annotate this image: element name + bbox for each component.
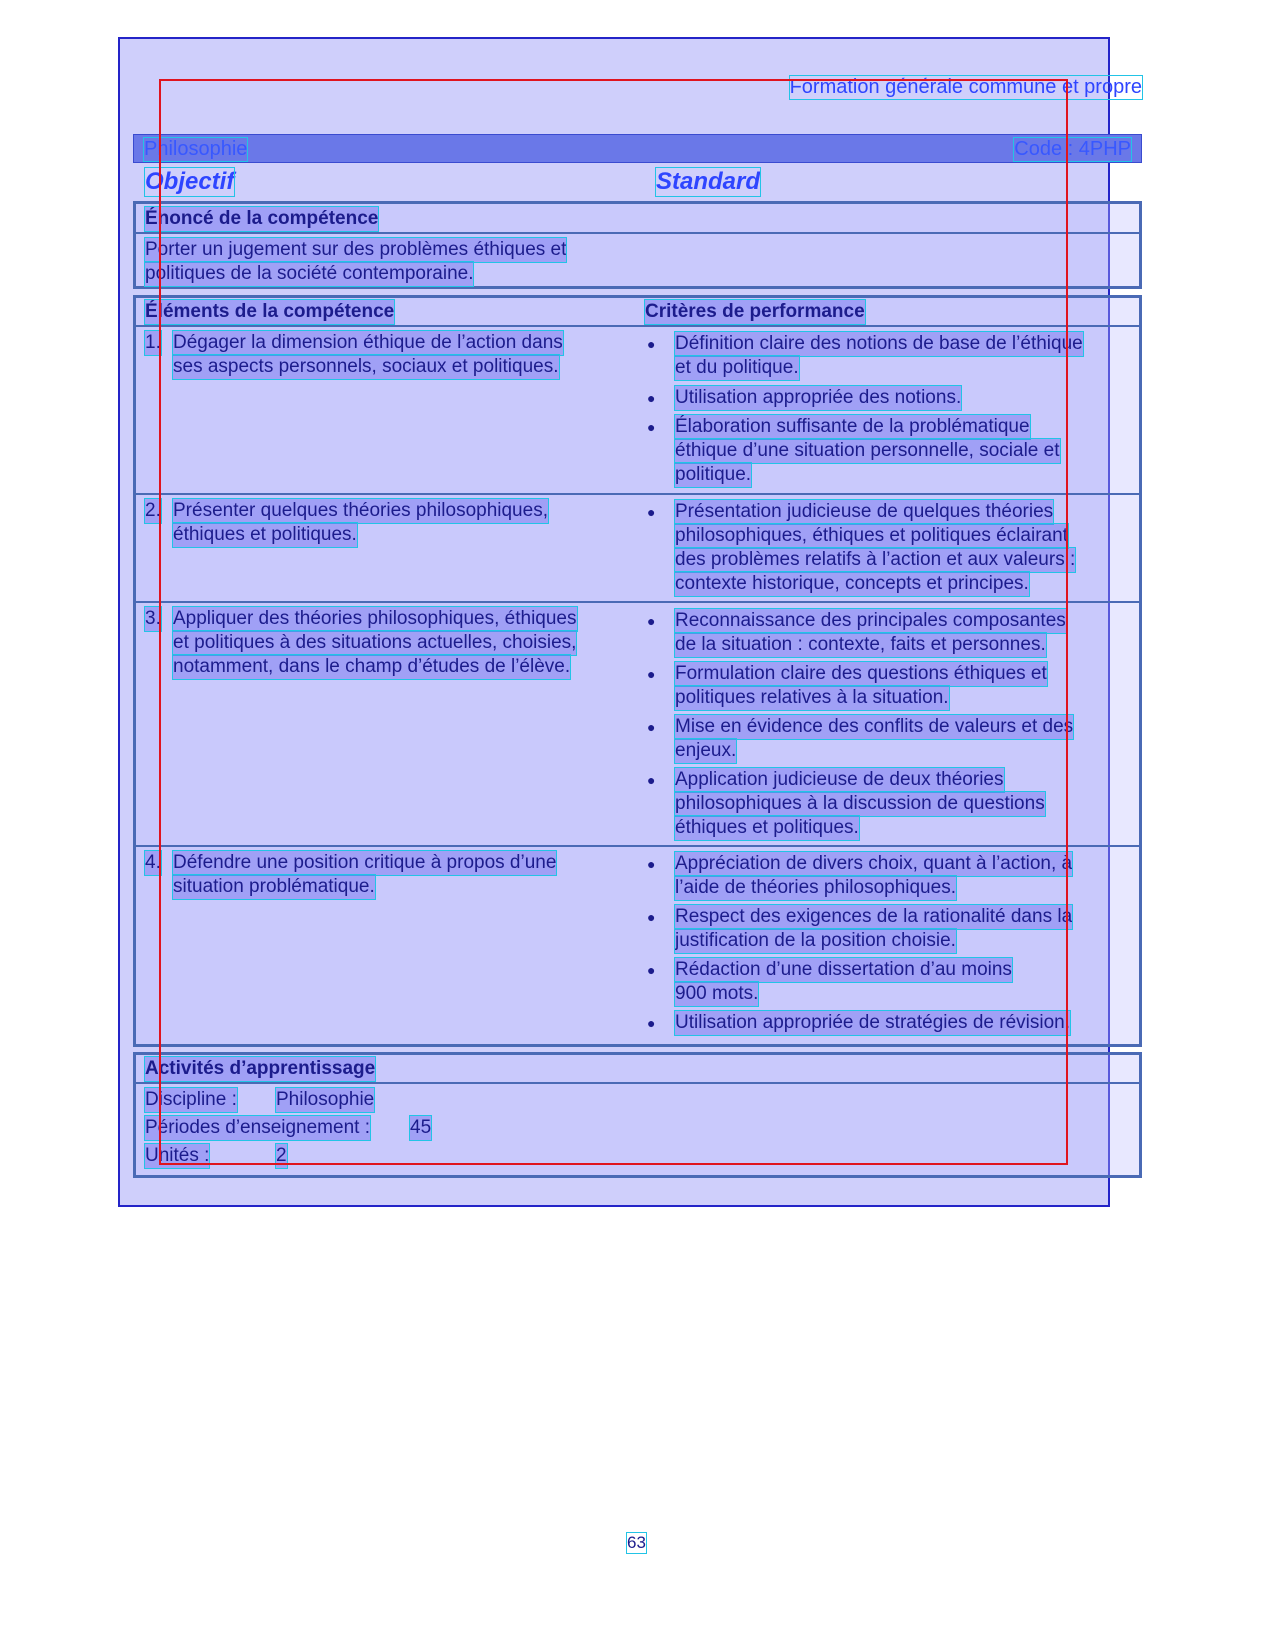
code-value: 4PHP [1078, 138, 1131, 160]
element-line: éthiques et politiques. [173, 524, 357, 545]
criterion-line: Mise en évidence des conflits de valeurs et des [675, 716, 1074, 737]
divider [136, 232, 1139, 234]
course-code [1014, 138, 1131, 161]
element-number: 4. [145, 852, 161, 873]
element-line: Appliquer des théories philosophiques, éthiques [173, 608, 577, 629]
unites-label: Unités : [145, 1145, 210, 1166]
element-line: Présenter quelques théories philosophiques, [173, 500, 548, 521]
bullet-icon: ● [647, 390, 656, 406]
element-number: 2. [145, 500, 161, 521]
element-number: 3. [145, 608, 161, 629]
criterion-line: Respect des exigences de la rationalité dans la [675, 906, 1073, 927]
criterion-line: politiques relatives à la situation. [675, 687, 949, 708]
criterion-line: Application judicieuse de deux théories [675, 769, 1004, 790]
objectif-label: Objectif [145, 168, 235, 195]
criterion-line: de la situation : contexte, faits et personnes. [675, 634, 1046, 655]
enonce-line: Porter un jugement sur des problèmes éthiques et [145, 239, 567, 260]
bullet-icon: ● [647, 504, 656, 520]
bullet-icon: ● [647, 772, 656, 788]
criterion-line: éthiques et politiques. [675, 817, 859, 838]
element-line: et politiques à des situations actuelles, choisies, [173, 632, 577, 653]
bullet-icon: ● [647, 856, 656, 872]
enonce-line: politiques de la société contemporaine. [145, 263, 474, 284]
criterion-line: 900 mots. [675, 983, 759, 1004]
activites-heading: Activités d’apprentissage [145, 1058, 376, 1079]
enonce-heading: Énoncé de la compétence [145, 208, 379, 229]
criterion-line: Reconnaissance des principales composantes [675, 610, 1066, 631]
periodes-value: 45 [410, 1117, 432, 1138]
bullet-icon: ● [647, 719, 656, 735]
criterion-line: contexte historique, concepts et principes. [675, 573, 1029, 594]
criterion-line: politique. [675, 464, 752, 485]
criterion-line: l’aide de théories philosophiques. [675, 877, 956, 898]
criterion-line: philosophiques, éthiques et politiques éclairant [675, 525, 1068, 546]
criterion-line: Formulation claire des questions éthiques et [675, 663, 1047, 684]
criteres-heading: Critères de performance [645, 301, 865, 322]
divider [136, 601, 1139, 603]
element-number: 1. [145, 332, 161, 353]
elements-heading: Éléments de la compétence [145, 301, 395, 322]
periodes-label: Périodes d’enseignement : [145, 1117, 370, 1138]
criterion-line: Utilisation appropriée des notions. [675, 387, 962, 408]
element-line: ses aspects personnels, sociaux et politiques. [173, 356, 559, 377]
criterion-line: des problèmes relatifs à l’action et aux valeurs : [675, 549, 1076, 570]
element-line: Dégager la dimension éthique de l’action dans [173, 332, 563, 353]
subject-title: Philosophie [144, 138, 248, 160]
criterion-line: Présentation judicieuse de quelques théories [675, 501, 1054, 522]
header-program: Formation générale commune et propre [789, 76, 1142, 98]
title-bar [133, 134, 1142, 163]
bullet-icon: ● [647, 909, 656, 925]
criterion-line: Élaboration suffisante de la problématique [675, 416, 1030, 437]
discipline-label: Discipline : [145, 1089, 237, 1110]
divider [136, 1082, 1139, 1084]
divider [136, 493, 1139, 495]
criterion-line: Appréciation de divers choix, quant à l’action, à [675, 853, 1073, 874]
criterion-line: justification de la position choisie. [675, 930, 956, 951]
criterion-line: éthique d’une situation personnelle, sociale et [675, 440, 1060, 461]
element-line: situation problématique. [173, 876, 375, 897]
page-number: 63 [627, 1533, 646, 1552]
code-label: Code : [1014, 138, 1074, 160]
bullet-icon: ● [647, 613, 656, 629]
unites-value: 2 [276, 1145, 287, 1166]
element-line: Défendre une position critique à propos d’une [173, 852, 557, 873]
standard-label: Standard [656, 168, 761, 195]
divider [136, 325, 1139, 327]
bullet-icon: ● [647, 962, 656, 978]
discipline-value: Philosophie [276, 1089, 375, 1110]
criterion-line: philosophiques à la discussion de questions [675, 793, 1045, 814]
bullet-icon: ● [647, 1015, 656, 1031]
criterion-line: et du politique. [675, 357, 799, 378]
bullet-icon: ● [647, 666, 656, 682]
bullet-icon: ● [647, 336, 656, 352]
criterion-line: Utilisation appropriée de stratégies de révision. [675, 1012, 1070, 1033]
bullet-icon: ● [647, 419, 656, 435]
criterion-line: Définition claire des notions de base de l’éthique [675, 333, 1083, 354]
criterion-line: enjeux. [675, 740, 737, 761]
criterion-line: Rédaction d’une dissertation d’au moins [675, 959, 1012, 980]
divider [136, 845, 1139, 847]
element-line: notamment, dans le champ d’études de l’élève. [173, 656, 571, 677]
